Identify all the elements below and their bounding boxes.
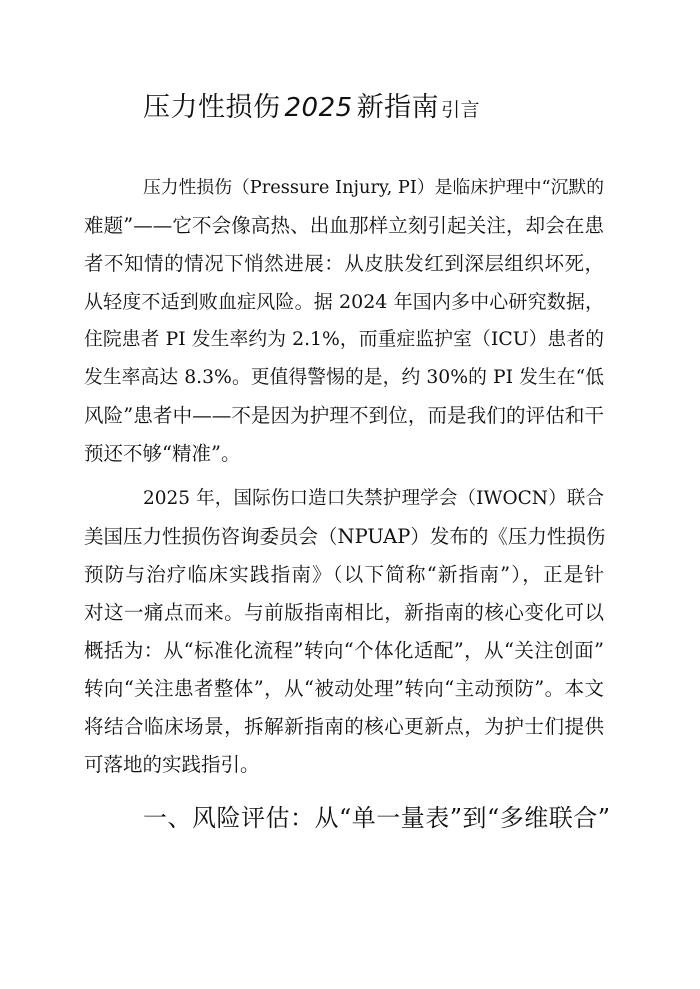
paragraph-line: 住院患者 PI 发生率约为 2.1%，而重症监护室（ICU）患者的 — [84, 329, 604, 350]
paragraph-line: 预还不够“精准”。 — [84, 442, 241, 465]
section-heading: 一、风险评估：从“单一量表”到“多维联合” — [143, 804, 611, 832]
paragraph-line: 从轻度不适到败血症风险。据 2024 年国内多中心研究数据， — [84, 291, 604, 313]
paragraph-line: 概括为：从“标准化流程”转向“个体化适配”，从“关注创面” — [84, 639, 604, 662]
paragraph-line: 2025 年，国际伤口造口失禁护理学会（IWOCN）联合 — [143, 488, 604, 509]
paragraph-line: 将结合临床场景，拆解新指南的核心更新点，为护士们提供 — [84, 715, 604, 738]
document-title — [143, 88, 643, 130]
paragraph-line: 者不知情的情况下悄然进展：从皮肤发红到深层组织坏死， — [84, 252, 604, 275]
title-year: 2025 — [284, 93, 353, 123]
paragraph-line: 对这一痛点而来。与前版指南相比，新指南的核心变化可以 — [84, 601, 604, 624]
paragraph-line: 转向“关注患者整体”，从“被动处理”转向“主动预防”。本文 — [84, 677, 604, 700]
paragraph-line: 风险”患者中——不是因为护理不到位，而是我们的评估和干 — [84, 404, 604, 427]
paragraph-line: 预防与治疗临床实践指南》（以下简称“新指南”），正是针 — [84, 563, 604, 586]
paragraph-line: 可落地的实践指引。 — [84, 753, 260, 776]
paragraph-line: 发生率高达 8.3%。更值得警惕的是，约 30%的 PI 发生在“低 — [84, 367, 604, 388]
paragraph-line: 压力性损伤（Pressure Injury, PI）是临床护理中“沉默的 — [143, 178, 604, 198]
paragraph-line: 难题”——它不会像高热、出血那样立刻引起关注，却会在患 — [84, 214, 604, 237]
title-main: 压力性损伤 — [143, 92, 281, 123]
paragraph-line: 美国压力性损伤咨询委员会（NPUAP）发布的《压力性损伤 — [84, 525, 606, 548]
title-rest: 新指南 — [356, 92, 440, 123]
title-suffix: 引言 — [441, 99, 481, 121]
